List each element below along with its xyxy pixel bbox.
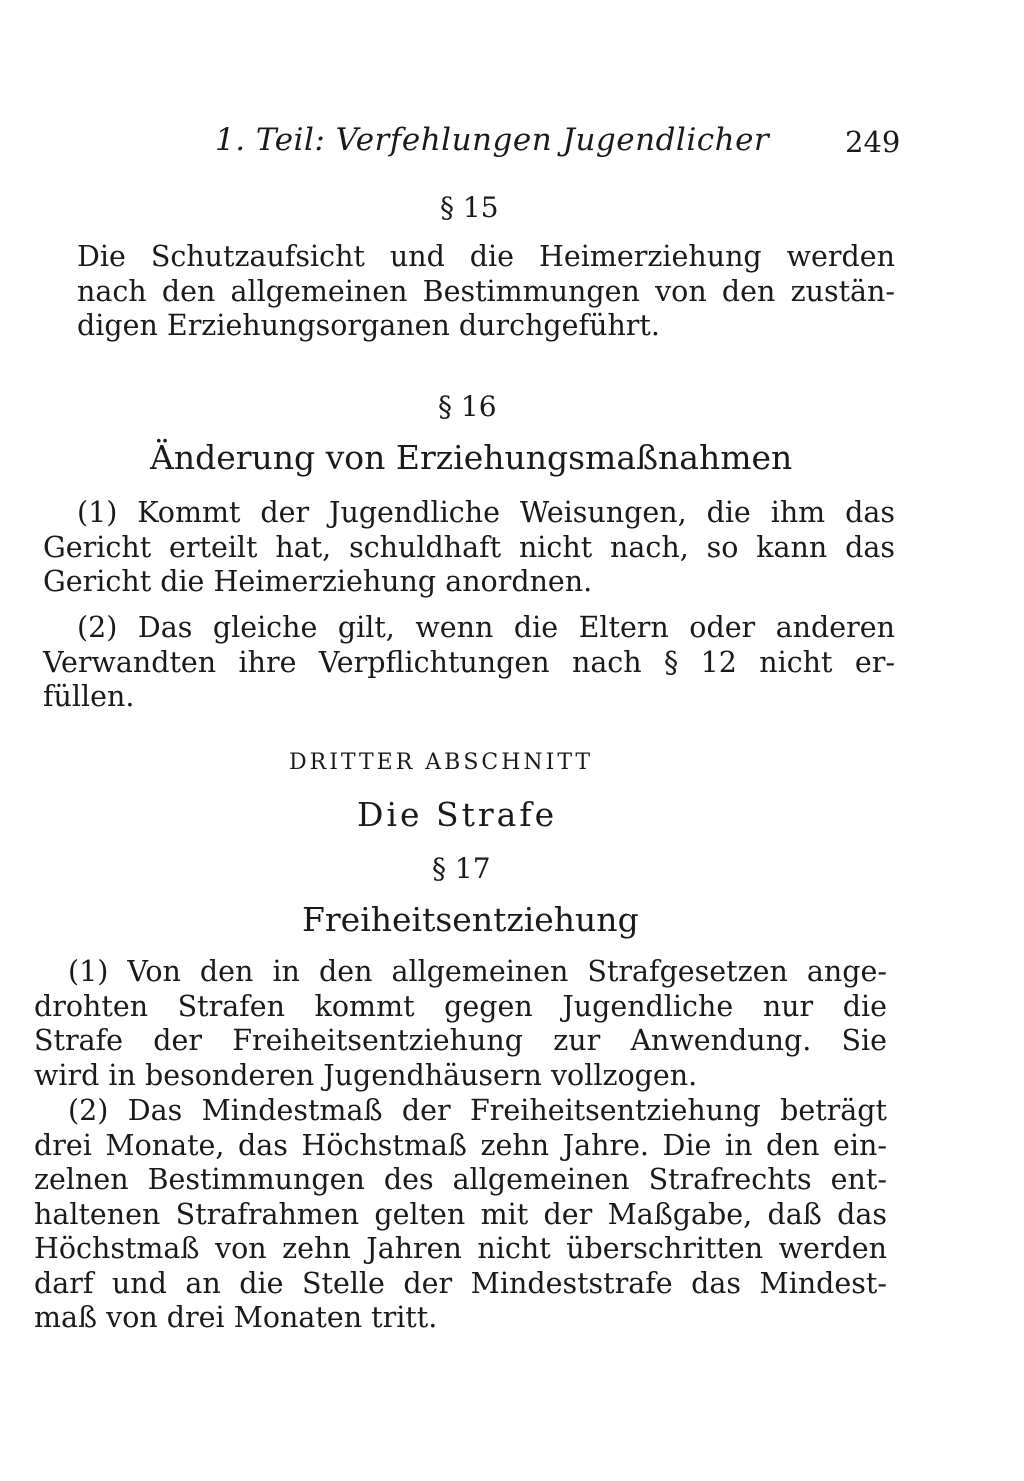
- running-head: 1. Teil: Verfehlungen Jugendlicher: [215, 122, 770, 158]
- section-16-paragraph-2: [43, 611, 895, 715]
- text-line: (1) Von den in den allgemeinen Strafgesetzen ange-: [68, 955, 887, 988]
- text-line: darf und an die Stelle der Mindeststrafe das Mindest-: [34, 1266, 887, 1300]
- chapter-title: Die Strafe: [357, 795, 558, 834]
- text-line: (2) Das gleiche gilt, wenn die Eltern oder anderen: [77, 611, 895, 644]
- text-line: Die Schutzaufsicht und die Heimerziehung werden: [77, 240, 895, 273]
- text-line: drohten Strafen kommt gegen Jugendliche nur die: [34, 989, 887, 1023]
- section-16-sign: § 16: [438, 390, 497, 423]
- text-line: drei Monate, das Höchstmaß zehn Jahre. Die in den ein-: [34, 1128, 887, 1162]
- section-17-sign: § 17: [432, 852, 491, 885]
- section-16-paragraph-1: [43, 496, 895, 600]
- section-16-title: Änderung von Erziehungsmaßnahmen: [150, 438, 793, 477]
- text-line: wird in besonderen Jugendhäusern vollzogen.: [34, 1058, 698, 1092]
- text-line: haltenen Strafrahmen gelten mit der Maßgabe, daß das: [34, 1197, 887, 1231]
- section-15-sign: § 15: [440, 191, 499, 224]
- text-line: Höchstmaß von zehn Jahren nicht überschritten werden: [34, 1232, 887, 1265]
- text-line: zelnen Bestimmungen des allgemeinen Strafrechts ent-: [34, 1163, 887, 1196]
- chapter-label: DRITTER ABSCHNITT: [289, 750, 594, 775]
- text-line: digen Erziehungsorganen durchgeführt.: [77, 309, 660, 342]
- text-line: Gericht die Heimerziehung anordnen.: [43, 565, 593, 598]
- page-number: 249: [845, 125, 901, 159]
- text-line: maß von drei Monaten tritt.: [34, 1301, 438, 1334]
- text-line: füllen.: [43, 680, 135, 713]
- text-line: nach den allgemeinen Bestimmungen von den zustän-: [77, 274, 895, 308]
- section-17-paragraph-2: [34, 1094, 887, 1336]
- section-17-paragraph-1: [34, 955, 887, 1093]
- text-line: Strafe der Freiheitsentziehung zur Anwendung. Sie: [34, 1024, 887, 1057]
- text-line: Verwandten ihre Verpflichtungen nach § 12 nicht er-: [43, 645, 895, 679]
- text-line: (2) Das Mindestmaß der Freiheitsentziehung beträgt: [68, 1094, 887, 1127]
- text-line: (1) Kommt der Jugendliche Weisungen, die ihm das: [77, 496, 895, 529]
- section-17-title: Freiheitsentziehung: [302, 900, 639, 939]
- text-line: Gericht erteilt hat, schuldhaft nicht nach, so kann das: [43, 530, 895, 564]
- section-15-text: [77, 240, 895, 344]
